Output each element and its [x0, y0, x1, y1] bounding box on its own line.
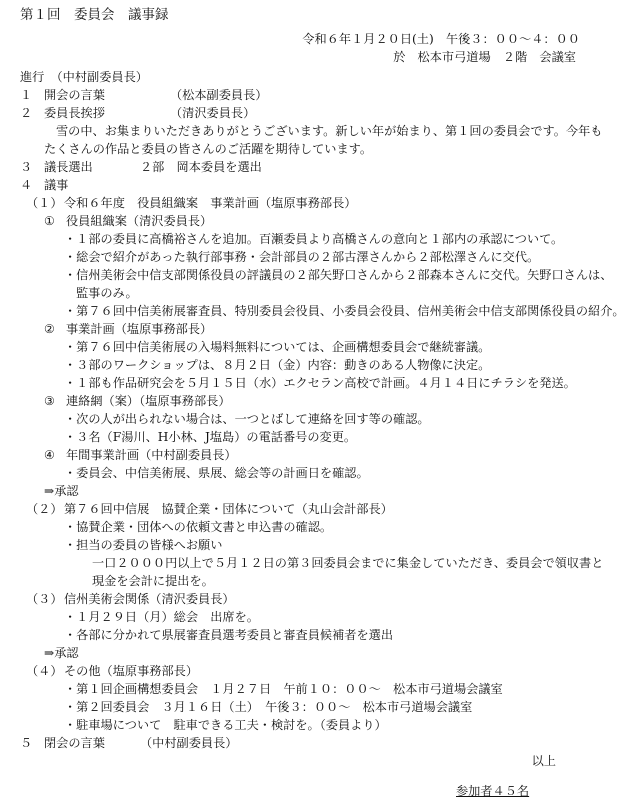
agenda-title: その他（塩原事務部長）	[64, 664, 199, 678]
item-person: （松本副委員長）	[170, 88, 268, 102]
bullet-line: ・第７６回中信美術展の入場料無料については、企画構想委員会で継続審議。	[64, 340, 491, 354]
bullet-line: ・３名（F湯川、H小林、J塩島）の電話番号の変更。	[64, 430, 357, 444]
item-title: 閉会の言葉	[44, 736, 105, 750]
sub-title: 連絡網（案）（塩原事務部長）	[66, 394, 231, 408]
bullet-line: ・第７６回中信美術展審査員、特別委員会役員、小委員会役員、信州美術会中信支部関係役員の紹介。	[64, 304, 625, 318]
document-title: 第１回 委員会 議事録	[20, 7, 169, 23]
sub-label: ②	[44, 322, 55, 336]
bullet-line: ・各部に分かれて県展審査員選考委員と審査員候補者を選出	[64, 628, 394, 642]
bullet-line: ・１部の委員に高橋裕さんを追加。百瀬委員より高橋さんの意向と１部内の承認について。	[64, 232, 564, 246]
item-person: （中村副委員長）	[140, 736, 238, 750]
agenda-title: 第７６回中信展 協賛企業・団体について（丸山会計部長）	[64, 502, 393, 516]
meeting-datetime: 令和６年１月２０日(土) 午後３：００〜４：００	[302, 32, 580, 46]
agenda-title: 令和６年度 役員組織案 事業計画（塩原事務部長）	[64, 196, 357, 210]
meeting-venue: 於 松本市弓道場 ２階 会議室	[393, 50, 576, 64]
attendee-count: 参加者４５名	[456, 784, 530, 798]
bullet-line: ・第２回委員会 ３月１６日（土） 午後３：００〜 松本市弓道場会議室	[64, 700, 473, 714]
item-detail: ２部 岡本委員を選出	[140, 160, 262, 174]
agenda-label: （１）	[26, 196, 63, 210]
agenda-label: （２）	[26, 502, 63, 516]
item-person: （清沢委員長）	[170, 106, 256, 120]
bullet-line: ・信州美術会中信支部関係役員の評議員の２部矢野口さんから２部森本さんに交代。矢野口さんは、	[64, 268, 613, 282]
bullet-line: ・３部のワークショップは、８月２日（金）内容：動きのある人物像に決定。	[64, 358, 491, 372]
bullet-line: ・１部も作品研究会を５月１５日（水）エクセラン高校で計画。４月１４日にチラシを発送。	[64, 376, 576, 390]
approval-mark: ⇒承認	[44, 646, 79, 660]
greeting-text: 雪の中、お集まりいただきありがとうございます。新しい年が始まり、第１回の委員会です。今年も	[56, 124, 603, 138]
agenda-label: （４）	[26, 664, 63, 678]
bullet-line: ・次の人が出られない場合は、一つとばして連絡を回す等の確認。	[64, 412, 430, 426]
bullet-line: ・１月２９日（月）総会 出席を。	[64, 610, 259, 624]
item-number: ３	[20, 160, 33, 174]
item-number: ２	[20, 106, 33, 120]
agenda-label: （３）	[26, 592, 63, 606]
item-title: 委員長挨拶	[44, 106, 105, 120]
agenda-title: 信州美術会関係（清沢委員長）	[64, 592, 235, 606]
sub-label: ③	[44, 394, 55, 408]
sub-label: ①	[44, 214, 55, 228]
item-title: 開会の言葉	[44, 88, 105, 102]
item-number: １	[20, 88, 33, 102]
item-title: 議事	[44, 178, 69, 192]
greeting-text: たくさんの作品と委員の皆さんのご活躍を期待しています。	[44, 142, 373, 156]
sub-title: 事業計画（塩原事務部長）	[66, 322, 213, 336]
bullet-line: ・委員会、中信美術展、県展、総会等の計画日を確認。	[64, 466, 369, 480]
bullet-line: ・担当の委員の皆様へお願い	[64, 538, 223, 552]
bullet-line: ・駐車場について 駐車できる工夫・検討を。（委員より）	[64, 718, 387, 732]
sub-label: ④	[44, 448, 55, 462]
bullet-line: ・協賛企業・団体への依頼文書と申込書の確認。	[64, 520, 333, 534]
end-mark: 以上	[531, 754, 556, 768]
sub-title: 年間事業計画（中村副委員長）	[66, 448, 237, 462]
bullet-line: 現金を会計に提出を。	[92, 574, 214, 588]
sub-title: 役員組織案（清沢委員長）	[66, 214, 213, 228]
item-number: ４	[20, 178, 33, 192]
item-title: 議長選出	[44, 160, 93, 174]
bullet-line: ・第１回企画構想委員会 １月２７日 午前１０：００〜 松本市弓道場会議室	[64, 682, 503, 696]
chair-person: 進行 （中村副委員長）	[20, 70, 148, 84]
bullet-line: 監事のみ。	[76, 286, 138, 300]
bullet-line: 一口２０００円以上で５月１２日の第３回委員会までに集金していただき、委員会で領収書と	[92, 556, 604, 570]
bullet-line: ・総会で紹介があった執行部事務・会計部員の２部古澤さんから２部松澤さんに交代。	[64, 250, 540, 264]
item-number: ５	[20, 736, 33, 750]
approval-mark: ⇒承認	[44, 484, 79, 498]
